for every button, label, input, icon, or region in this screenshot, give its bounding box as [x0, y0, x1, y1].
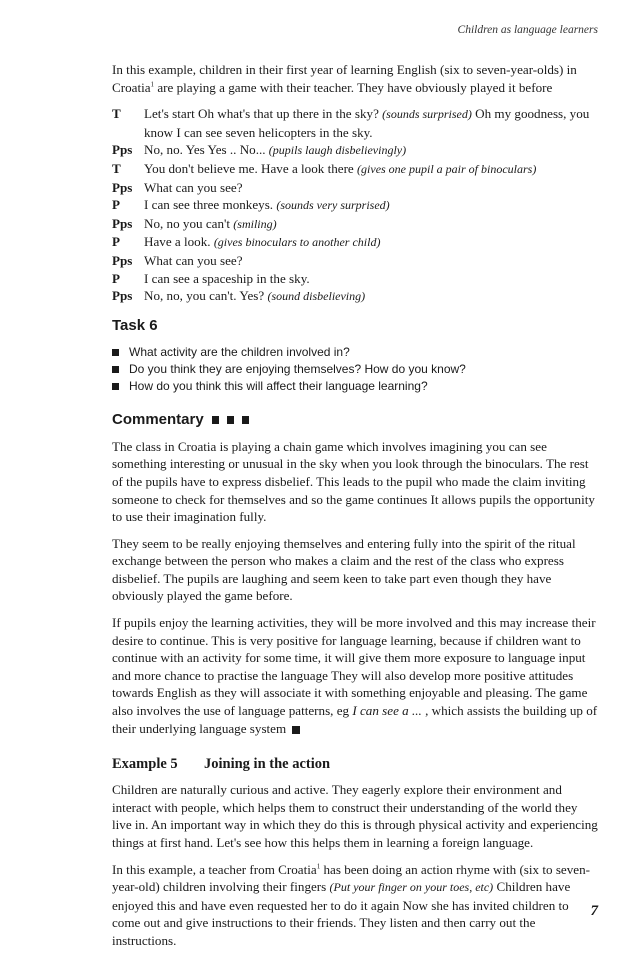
bullet-square-icon — [112, 366, 119, 373]
dialogue-line — [112, 215, 600, 234]
utterance-text: What can you see? — [144, 179, 243, 195]
speaker-label: P — [112, 234, 120, 250]
example-stage-direction: (Put your finger on your toes, etc) — [329, 880, 494, 895]
dialogue-line — [112, 233, 600, 252]
utterance-text: What can you see? — [144, 252, 243, 268]
stage-direction: (gives one pupil a pair of binoculars) — [357, 161, 537, 176]
task-question-text: What activity are the children involved in? — [129, 344, 350, 359]
stage-direction: (pupils laugh disbelievingly) — [268, 143, 407, 158]
utterance-text: You don't believe me. Have a look there — [144, 160, 358, 176]
speaker-label: Pps — [112, 215, 133, 231]
dialogue-line — [112, 287, 600, 306]
task-question-text: Do you think they are enjoying themselves? How do you know? — [129, 361, 466, 376]
square-marker-icon — [227, 416, 234, 424]
speaker-label: T — [112, 160, 121, 176]
utterance-text: Oh my goodness, you know I can see seven helicopters in the sky. — [144, 106, 590, 140]
speaker-label: T — [112, 106, 121, 122]
dialogue-line — [112, 270, 600, 288]
commentary-paragraph: They seem to be really enjoying themselves and entering fully into the spirit of the ritual exchange between the person who makes a claim and the rest of the class who express disbelief. The pupils are laughing and seem keen to take part even though they have obviously played the game before. — [112, 535, 576, 604]
speaker-label: Pps — [112, 252, 133, 268]
dialogue-line — [112, 179, 600, 197]
stage-direction: (sound disbelieving) — [267, 289, 366, 304]
bullet-square-icon — [112, 349, 119, 356]
dialogue-line — [112, 196, 600, 215]
utterance-text: No, no, you can't. Yes? — [144, 288, 268, 304]
dialogue-line — [112, 141, 600, 160]
commentary-header — [112, 411, 600, 429]
example-number: Example 5 — [112, 756, 178, 773]
stage-direction: (sounds very surprised) — [276, 198, 390, 213]
utterance — [144, 141, 600, 160]
utterance-text: Let's start Oh what's that up there in the sky? — [144, 106, 383, 122]
main-content — [112, 61, 600, 959]
task-question — [112, 378, 600, 395]
utterance — [144, 215, 600, 234]
footnote-marker: 1 — [316, 862, 321, 871]
commentary-text: If pupils enjoy the learning activities, they will be more involved and this may increase their desire to continue. This is very positive for language learning, because if children want to continue with an activity for some time, it will give them more exposure to language input and more chance to practise the language They will also develop more positive attitudes towards English as they will associate it with something enjoyable and pleasing. The game also involves the use of language patterns, eg — [112, 615, 596, 719]
intro-text: In this example, children in their first year of learning English (six to seven-year-olds) in Croatia — [112, 62, 577, 95]
example-text: In this example, a teacher from Croatia — [112, 861, 317, 877]
intro-text-end: are playing a game with their teacher. They have obviously played it before — [154, 79, 553, 95]
utterance-text: I can see a spaceship in the sky. — [144, 270, 310, 286]
utterance — [144, 233, 600, 252]
task-questions — [112, 344, 600, 395]
dialogue — [112, 105, 600, 306]
running-head: Children as language learners — [457, 24, 598, 36]
square-marker-icon — [212, 416, 219, 424]
speaker-label: P — [112, 270, 120, 286]
utterance-text: No, no you can't — [144, 215, 234, 231]
commentary-text: , which assists the building up of their underlying language system — [112, 703, 598, 736]
task-question — [112, 344, 600, 361]
stage-direction: (sounds surprised) — [382, 107, 472, 122]
stage-direction: (smiling) — [233, 216, 277, 231]
dialogue-line — [112, 252, 600, 270]
task-heading: Task 6 — [112, 316, 158, 334]
speaker-label: Pps — [112, 142, 133, 158]
utterance-text: I can see three monkeys. — [144, 197, 277, 213]
page-number: 7 — [590, 903, 598, 919]
speaker-label: P — [112, 197, 120, 213]
example-heading — [112, 755, 600, 773]
utterance — [144, 196, 600, 215]
dialogue-line — [112, 160, 600, 179]
commentary-heading: Commentary — [112, 410, 204, 428]
example-paragraph: Children are naturally curious and active. They eagerly explore their environment and interact with people, which helps them to construct their understanding of the world they live in. An important way in which they do this is through physical activity and experiencing things at first hand. Let's see how this helps them in learning a foreign language. — [112, 782, 598, 850]
footnote-marker: 1 — [150, 80, 155, 89]
utterance — [144, 160, 600, 179]
example-text: has been doing an action rhyme with (six to seven-year-old) children involving their fingers — [112, 861, 590, 895]
commentary-paragraph: The class in Croatia is playing a chain game which involves imagining you can see something interesting or unusual in the sky when you look through the binoculars. The rest of the pupils have to express disbelief. This leads to the pupil who made the claim inviting someone to check for themselves and so the game continues It allows pupils the opportunity to use their imagination fully. — [112, 438, 595, 525]
intro-paragraph — [112, 61, 600, 96]
end-square-icon — [292, 726, 300, 734]
example-title: Joining in the action — [204, 756, 331, 773]
example-text: Children have enjoyed this and have even requested her to do it again Now she has invited children to come out and give instructions to their friends. They listen and then carry out the instructions. — [112, 879, 571, 948]
stage-direction: (gives binoculars to another child) — [213, 235, 381, 250]
utterance — [144, 179, 600, 197]
dialogue-line — [112, 105, 600, 141]
speaker-label: Pps — [112, 288, 133, 304]
utterance — [144, 252, 600, 270]
utterance — [144, 270, 600, 288]
square-marker-icon — [242, 416, 249, 424]
commentary-paragraph — [112, 614, 600, 737]
example-paragraph — [112, 861, 600, 950]
task-question — [112, 361, 600, 378]
utterance — [144, 287, 600, 306]
bullet-square-icon — [112, 383, 119, 390]
speaker-label: Pps — [112, 179, 133, 195]
task-question-text: How do you think this will affect their language learning? — [129, 378, 428, 393]
utterance — [144, 105, 600, 141]
utterance-text: Have a look. — [144, 234, 214, 250]
utterance-text: No, no. Yes Yes .. No... — [144, 142, 269, 158]
commentary-example-phrase: I can see a ... — [352, 703, 422, 719]
